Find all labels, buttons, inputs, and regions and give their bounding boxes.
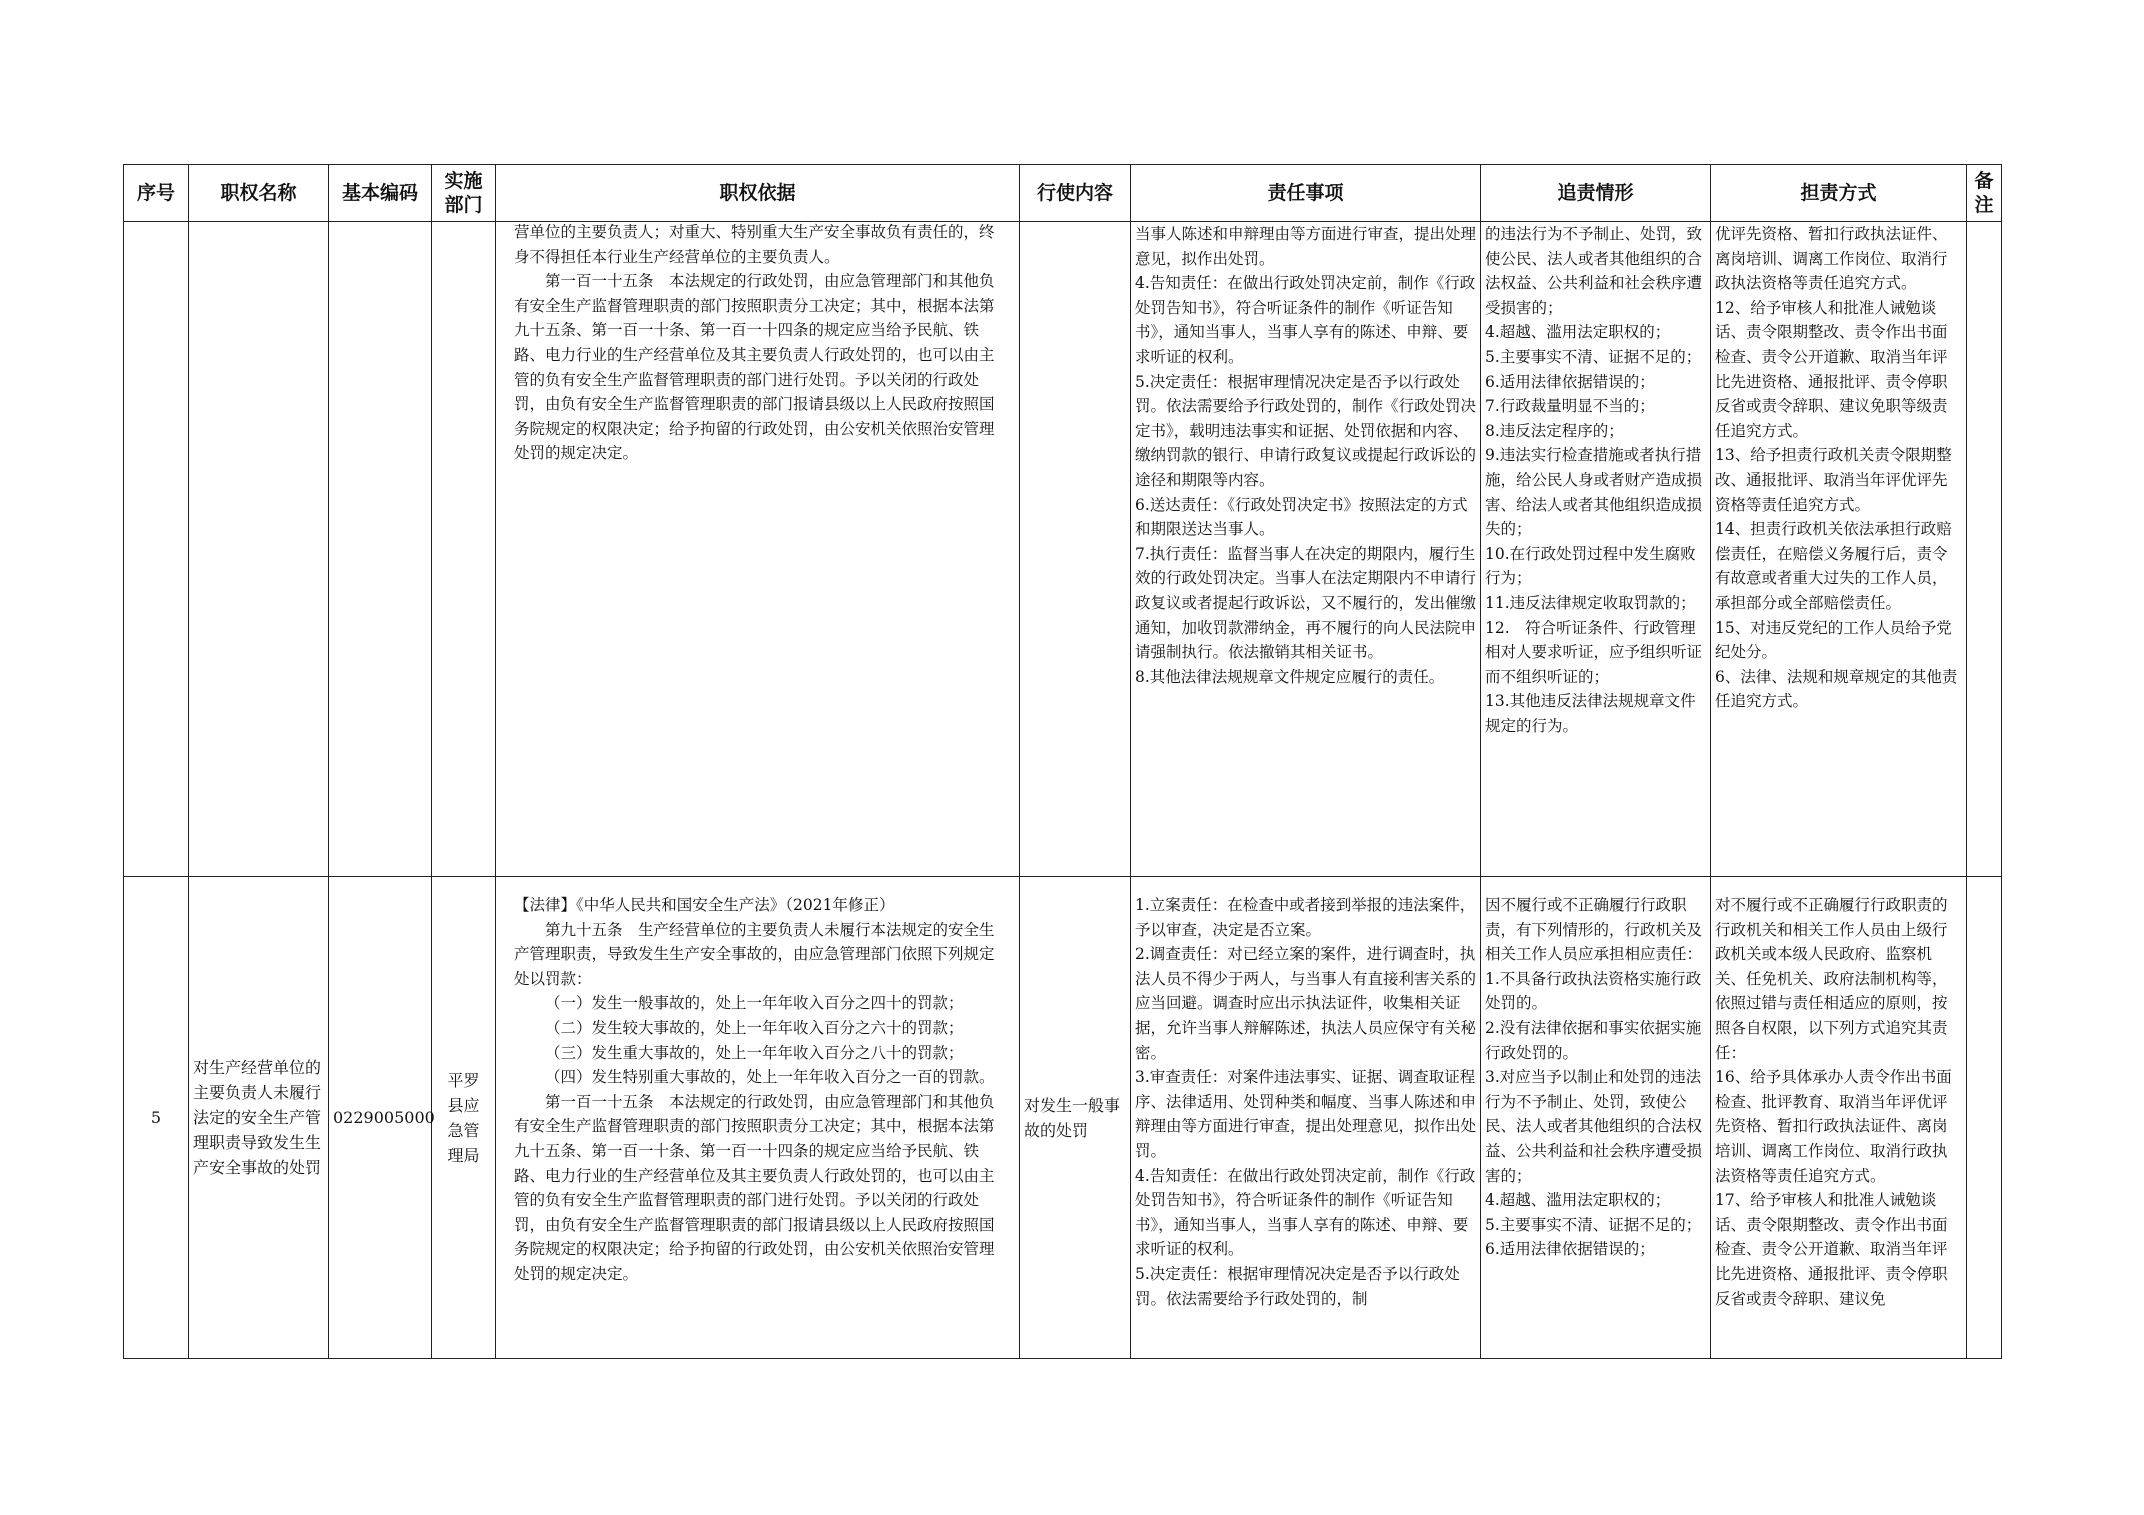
mode-item: 对不履行或不正确履行行政职责的行政机关和相关工作人员由上级行政机关或本级人民政府、监察机关、任免机关、政府法制机构等，依照过错与责任相适应的原则，按照各自权限，以下列方式追究其责任：	[1715, 896, 1948, 1062]
duty-item: 4.告知责任：在做出行政处罚决定前，制作《行政处罚告知书》，符合听证条件的制作《听证告知书》，通知当事人，当事人享有的陈述、申辩、要求听证的权利。	[1135, 274, 1476, 366]
row1-mode-text	[1715, 222, 1962, 874]
accountability-item: 4.超越、滥用法定职权的；	[1485, 1191, 1671, 1210]
row2-dept-cell	[432, 877, 496, 1359]
row1-accountability-text	[1485, 222, 1706, 874]
accountability-item: 2.没有法律依据和事实依据实施行政处罚的。	[1485, 1018, 1702, 1062]
accountability-item: 12. 符合听证条件、行政管理相对人要求听证，应予组织听证而不组织听证的；	[1485, 618, 1703, 686]
duty-item: 8.其他法律法规规章文件规定应履行的责任。	[1135, 667, 1445, 686]
authority-table	[123, 164, 2002, 1359]
row1-code-cell	[329, 222, 432, 877]
accountability-item: 5.主要事实不清、证据不足的；	[1485, 347, 1702, 366]
header-dept	[432, 165, 496, 222]
accountability-item: 4.超越、滥用法定职权的；	[1485, 323, 1671, 342]
header-remark	[1967, 165, 2002, 222]
row2-mode-cell	[1711, 877, 1967, 1359]
header-exercise: 行使内容	[1020, 165, 1131, 222]
duty-item: 6.送达责任：《行政处罚决定书》按照法定的方式和期限送达当事人。	[1135, 495, 1468, 539]
row2-accountability-text	[1485, 877, 1706, 1355]
header-remark-label: 备注	[1974, 170, 1994, 216]
row1-name-cell	[189, 222, 329, 877]
duty-item: 当事人陈述和申辩理由等方面进行审查，提出处理意见，拟作出处罚。	[1135, 225, 1476, 268]
row2-basis-cell	[496, 877, 1020, 1359]
row2-duty-cell	[1131, 877, 1481, 1359]
row1-basis-cell	[496, 222, 1020, 877]
basis-paragraph: （二）发生较大事故的，处上一年年收入百分之六十的罚款；	[545, 1018, 964, 1037]
accountability-item: 5.主要事实不清、证据不足的；	[1485, 1215, 1702, 1234]
mode-item: 优评先资格、暂扣行政执法证件、离岗培训、调离工作岗位、取消行政执法资格等责任追究方式。	[1715, 225, 1948, 293]
row2-code-cell	[329, 877, 435, 1359]
row1-basis-text	[500, 220, 1015, 872]
row2-basis-text	[500, 877, 1015, 1355]
header-dept-label: 实施部门	[444, 170, 483, 216]
table-row	[124, 222, 2002, 877]
mode-item: 14、担责行政机关依法承担行政赔偿责任，在赔偿义务履行后，责令有故意或者重大过失的工作人员，承担部分或全部赔偿责任。	[1715, 520, 1952, 612]
row1-accountability-cell	[1481, 222, 1711, 877]
row1-dept-cell	[432, 222, 496, 877]
duty-item: 1.立案责任：在检查中或者接到举报的违法案件，予以审查，决定是否立案。	[1135, 896, 1476, 939]
header-row	[124, 165, 2002, 222]
duty-item: 7.执行责任：监督当事人在决定的期限内，履行生效的行政处罚决定。当事人在法定期限内不申请行政复议或者提起行政诉讼，又不履行的，发出催缴通知，加收罚款滞纳金，再不履行的向人民法院申请强制执行。依法撤销其相关证书。	[1135, 544, 1476, 662]
accountability-item: 8.违反法定程序的；	[1485, 421, 1624, 440]
row2-remark-cell	[1967, 877, 2002, 1359]
row2-seq-cell	[124, 877, 189, 1359]
duty-item: 5.决定责任：根据审理情况决定是否予以行政处罚。依法需要给予行政处罚的，制	[1135, 1264, 1460, 1308]
accountability-item: 因不履行或不正确履行行政职责，有下列情形的，行政机关及相关工作人员应承担相应责任：	[1485, 896, 1703, 964]
row2-name-cell	[189, 877, 329, 1359]
basis-paragraph: 第九十五条 生产经营单位的主要负责人未履行本法规定的安全生产管理职责，导致发生生产安全事故的，由应急管理部门依照下列规定处以罚款：	[514, 920, 995, 988]
row2-exercise-cell	[1020, 877, 1131, 1359]
duty-item: 4.告知责任：在做出行政处罚决定前，制作《行政处罚告知书》，符合听证条件的制作《听证告知书》，通知当事人，当事人享有的陈述、申辩、要求听证的权利。	[1135, 1166, 1476, 1259]
basis-paragraph: （三）发生重大事故的，处上一年年收入百分之八十的罚款；	[545, 1043, 964, 1062]
header-basis: 职权依据	[496, 165, 1020, 222]
basis-paragraph: 第一百一十五条 本法规定的行政处罚，由应急管理部门和其他负有安全生产监督管理职责的部门按照职责分工决定；其中，根据本法第九十五条、第一百一十条、第一百一十四条的规定应当给予民航、铁路、电力行业的生产经营单位及其主要负责人行政处罚的，也可以由主管的负有安全生产监督管理职责的部门进行处罚。予以关闭的行政处罚，由负有安全生产监督管理职责的部门报请县级以上人民政府按照国务院规定的权限决定；给予拘留的行政处罚，由公安机关依照治安管理处罚的规定决定。	[514, 1092, 995, 1283]
accountability-item: 3.对应当予以制止和处罚的违法行为不予制止、处罚，致使公民、法人或者其他组织的合法权益、公共利益和社会秩序遭受损害的；	[1485, 1068, 1703, 1185]
duty-item: 2.调查责任：对已经立案的案件，进行调查时，执法人员不得少于两人，与当事人有直接利害关系的应当回避。调查时应出示执法证件，收集相关证据，允许当事人辩解陈述，执法人员应保守有关秘密。	[1135, 945, 1476, 1062]
row1-duty-cell	[1131, 222, 1481, 877]
row2-authority-name: 对生产经营单位的主要负责人未履行法定的安全生产管理职责导致发生生产安全事故的处罚	[193, 1058, 322, 1177]
accountability-item: 7.行政裁量明显不当的；	[1485, 397, 1655, 416]
duty-item: 5.决定责任：根据审理情况决定是否予以行政处罚。依法需要给予行政处罚的，制作《行政处罚决定书》，载明违法事实和证据、处罚依据和内容、缴纳罚款的银行、申请行政复议或提起行政诉讼的途径和期限等内容。	[1135, 372, 1476, 489]
row2-mode-text	[1715, 877, 1962, 1355]
mode-item: 15、对违反党纪的工作人员给予党纪处分。	[1715, 618, 1952, 662]
duty-item: 3.审查责任：对案件违法事实、证据、调查取证程序、法律适用、处罚种类和幅度、当事人陈述和申辩理由等方面进行审查，提出处理意见，拟作出处罚。	[1135, 1068, 1476, 1160]
header-mode: 担责方式	[1711, 165, 1967, 222]
row2-seq: 5	[150, 1108, 162, 1127]
accountability-item: 6.适用法律依据错误的；	[1485, 1240, 1655, 1259]
row2-duty-text	[1135, 877, 1476, 1355]
accountability-item: 1.不具备行政执法资格实施行政处罚的。	[1485, 969, 1702, 1013]
header-name: 职权名称	[189, 165, 329, 222]
basis-paragraph: 【法律】《中华人民共和国安全生产法》（2021年修正）	[514, 896, 895, 914]
basis-paragraph: （一）发生一般事故的，处上一年年收入百分之四十的罚款；	[545, 994, 964, 1013]
accountability-item: 11.违反法律规定收取罚款的；	[1485, 593, 1696, 612]
row1-duty-text	[1135, 222, 1476, 874]
mode-item: 6、法律、法规和规章规定的其他责任追究方式。	[1715, 667, 1958, 711]
row2-dept: 平罗县应急管理局	[447, 1070, 480, 1165]
header-seq: 序号	[124, 165, 189, 222]
row1-remark-cell	[1967, 222, 2002, 877]
accountability-item: 9.违法实行检查措施或者执行措施，给公民人身或者财产造成损害、给法人或者其他组织造成损失的；	[1485, 446, 1703, 539]
row2-code: 0229005000	[333, 1108, 435, 1127]
accountability-item: 13.其他违反法律法规规章文件规定的行为。	[1485, 692, 1696, 735]
header-accountability: 追责情形	[1481, 165, 1711, 222]
mode-item: 17、给予审核人和批准人诫勉谈话、责令限期整改、责令作出书面检查、责令公开道歉、取消当年评比先进资格、通报批评、责令停职反省或责令辞职、建议免	[1715, 1191, 1948, 1308]
table-row	[124, 877, 2002, 1359]
header-code: 基本编码	[329, 165, 432, 222]
mode-item: 12、给予审核人和批准人诫勉谈话、责令限期整改、责令作出书面检查、责令公开道歉、取消当年评比先进资格、通报批评、责令停职反省或责令辞职、建议免职等级责任追究方式。	[1715, 298, 1948, 440]
header-duty: 责任事项	[1131, 165, 1481, 222]
row2-accountability-cell	[1481, 877, 1711, 1359]
mode-item: 16、给予具体承办人责令作出书面检查、批评教育、取消当年评优评先资格、暂扣行政执法证件、离岗培训、调离工作岗位、取消行政执法资格等责任追究方式。	[1715, 1068, 1952, 1185]
mode-item: 13、给予担责行政机关责令限期整改、通报批评、取消当年评优评先资格等责任追究方式。	[1715, 446, 1952, 514]
accountability-item: 6.适用法律依据错误的；	[1485, 372, 1655, 391]
accountability-item: 的违法行为不予制止、处罚，致使公民、法人或者其他组织的合法权益、公共利益和社会秩序遭受损害的；	[1485, 225, 1703, 317]
basis-paragraph: 营单位的主要负责人；对重大、特别重大生产安全事故负有责任的，终身不得担任本行业生产经营单位的主要负责人。	[514, 223, 995, 266]
row1-seq-cell	[124, 222, 189, 877]
accountability-item: 10.在行政处罚过程中发生腐败行为；	[1485, 544, 1696, 588]
row1-mode-cell	[1711, 222, 1967, 877]
basis-paragraph: 第一百一十五条 本法规定的行政处罚，由应急管理部门和其他负有安全生产监督管理职责的部门按照职责分工决定；其中，根据本法第九十五条、第一百一十条、第一百一十四条的规定应当给予民航、铁路、电力行业的生产经营单位及其主要负责人行政处罚的，也可以由主管的负有安全生产监督管理职责的部门进行处罚。予以关闭的行政处罚，由负有安全生产监督管理职责的部门报请县级以上人民政府按照国务院规定的权限决定；给予拘留的行政处罚，由公安机关依照治安管理处罚的规定决定。	[514, 272, 995, 463]
row2-exercise: 对发生一般事故的处罚	[1024, 1095, 1121, 1140]
row1-exercise-cell	[1020, 222, 1131, 877]
basis-paragraph: （四）发生特别重大事故的，处上一年年收入百分之一百的罚款。	[545, 1068, 995, 1087]
